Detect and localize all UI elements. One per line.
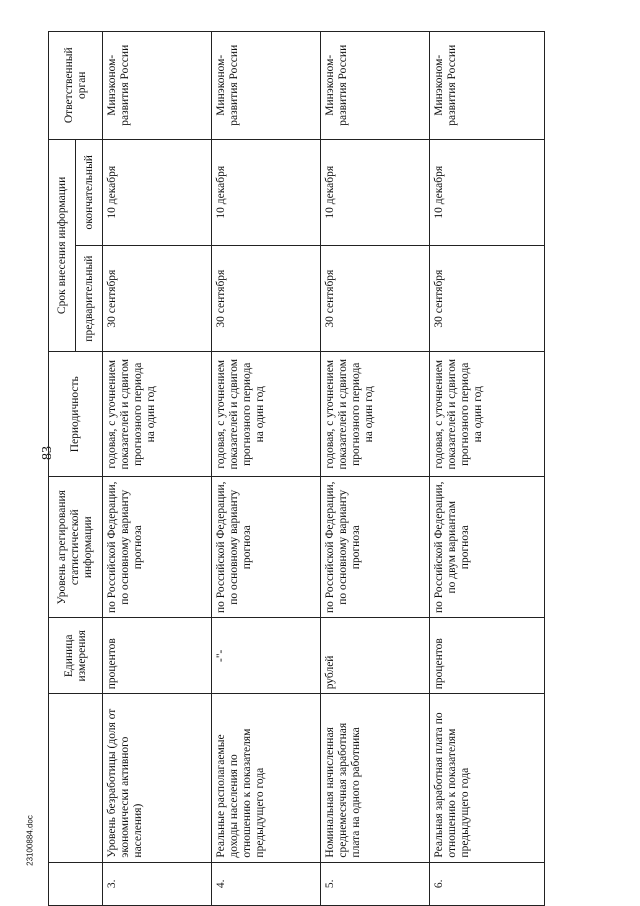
- unit-cell: рублей: [320, 617, 429, 693]
- indicator-cell: Реальные располагаемые доходы населения по отношению к показателям предыдущего года: [211, 693, 320, 861]
- level-cell: по Российской Федерации, по основному варианту прогноза: [102, 476, 211, 617]
- header-row-1: [48, 31, 75, 905]
- table-row: [429, 31, 544, 905]
- preliminary-cell: 30 сентября: [211, 245, 320, 351]
- final-cell: 10 декабря: [429, 139, 544, 245]
- table-row: [211, 31, 320, 905]
- responsible-cell: Минэконом-развития России: [102, 31, 211, 139]
- row-number: 6.: [429, 862, 544, 905]
- periodicity-cell: годовая, с уточнением показателей и сдвигом прогнозного периода на один год: [102, 351, 211, 476]
- periodicity-cell: годовая, с уточнением показателей и сдвигом прогнозного периода на один год: [211, 351, 320, 476]
- unit-cell: процентов: [429, 617, 544, 693]
- level-cell: по Российской Федерации, по двум вариантам прогноза: [429, 476, 544, 617]
- preliminary-cell: 30 сентября: [102, 245, 211, 351]
- rotated-table-container: [48, 31, 593, 906]
- header-responsible: Ответственный орган: [48, 31, 102, 139]
- page-number: 83: [40, 446, 55, 460]
- final-cell: 10 декабря: [211, 139, 320, 245]
- responsible-cell: Минэконом-развития России: [429, 31, 544, 139]
- periodicity-cell: годовая, с уточнением показателей и сдвигом прогнозного периода на один год: [429, 351, 544, 476]
- header-periodicity: Периодичность: [48, 351, 102, 476]
- header-indicator: [48, 693, 102, 861]
- indicator-cell: Реальная заработная плата по отношению к показателям предыдущего года: [429, 693, 544, 861]
- header-final: окончательный: [75, 139, 102, 245]
- row-number: 4.: [211, 862, 320, 905]
- header-deadline: Срок внесения информации: [48, 139, 75, 352]
- preliminary-cell: 30 сентября: [320, 245, 429, 351]
- row-number: 3.: [102, 862, 211, 905]
- final-cell: 10 декабря: [320, 139, 429, 245]
- table-row: [102, 31, 211, 905]
- unit-cell: процентов: [102, 617, 211, 693]
- responsible-cell: Минэконом-развития России: [211, 31, 320, 139]
- header-level: Уровень агрегирования статистической информации: [48, 476, 102, 617]
- level-cell: по Российской Федерации, по основному варианту прогноза: [211, 476, 320, 617]
- level-cell: по Российской Федерации, по основному варианту прогноза: [320, 476, 429, 617]
- indicator-cell: Номинальная начисленная среднемесячная заработная плата на одного работника: [320, 693, 429, 861]
- preliminary-cell: 30 сентября: [429, 245, 544, 351]
- final-cell: 10 декабря: [102, 139, 211, 245]
- statistics-table: [48, 31, 545, 906]
- header-unit: Единица измерения: [48, 617, 102, 693]
- table-row: [320, 31, 429, 905]
- indicator-cell: Уровень безработицы (доля от экономически активного населения): [102, 693, 211, 861]
- periodicity-cell: годовая, с уточнением показателей и сдвигом прогнозного периода на один год: [320, 351, 429, 476]
- header-preliminary: предварительный: [75, 245, 102, 351]
- responsible-cell: Минэконом-развития России: [320, 31, 429, 139]
- row-number: 5.: [320, 862, 429, 905]
- footer-file-code: 23100884.doc: [25, 815, 35, 866]
- unit-cell: -"-: [211, 617, 320, 693]
- header-num: [48, 862, 102, 905]
